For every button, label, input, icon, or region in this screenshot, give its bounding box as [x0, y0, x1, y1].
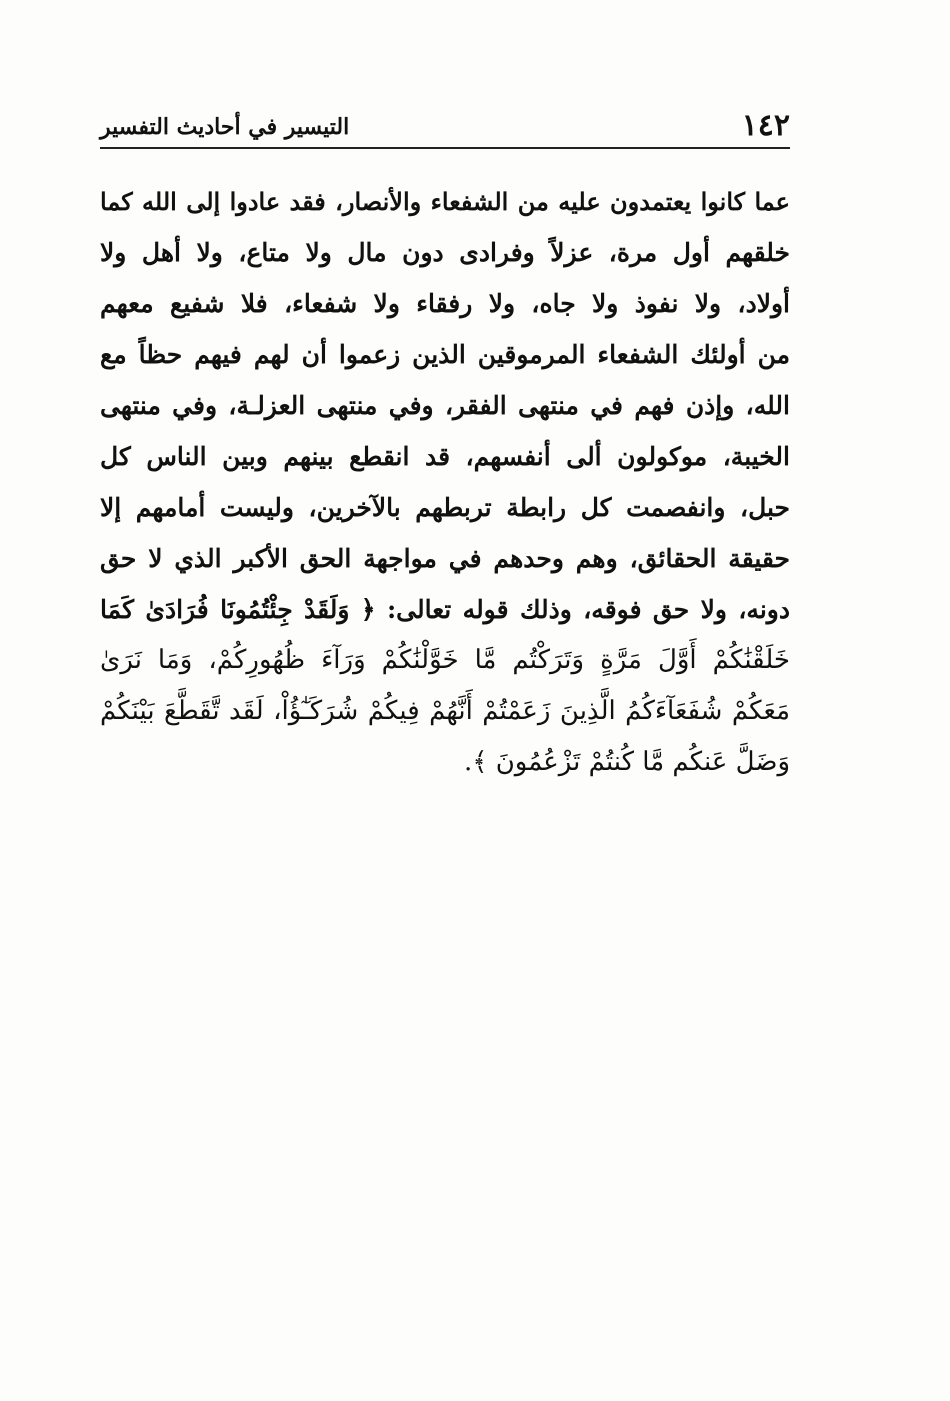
text-line: دونه، ولا حق فوقه، وذلك قوله تعالى: ﴿ وَلَقَدْ جِئْتُمُونَا فُرَادَىٰ كَمَا [100, 595, 790, 624]
running-title: التيسير في أحاديث التفسير [100, 114, 350, 140]
text-line: أولاد، ولا نفوذ ولا جاه، ولا رفقاء ولا شفعاء، فلا شفيع معهم [100, 289, 790, 318]
text-line: حبل، وانفصمت كل رابطة تربطهم بالآخرين، وليست أمامهم إلا [100, 493, 790, 522]
quran-verse-line: خَلَقْنَٰكُمْ أَوَّلَ مَرَّةٍ وَتَرَكْتُم مَّا خَوَّلْنَٰكُمْ وَرَآءَ ظُهُورِكُمْ، وَمَا نَرَىٰ [100, 645, 790, 675]
quran-verse-line: مَعَكُمْ شُفَعَآءَكُمُ الَّذِينَ زَعَمْتُمْ أَنَّهُمْ فِيكُمْ شُرَكَـٰٓؤُاْ، لَقَد تَّقَطَّعَ بَيْنَكُمْ [100, 696, 790, 726]
text-line: خلقهم أول مرة، عزلاً وفرادى دون مال ولا متاع، ولا أهل ولا [100, 238, 790, 267]
text-line: عما كانوا يعتمدون عليه من الشفعاء والأنصار، فقد عادوا إلى الله كما [100, 187, 790, 216]
page-number: ١٤٢ [741, 108, 790, 143]
text-line: الخيبة، موكولون ألى أنفسهم، قد انقطع بينهم وبين الناس كل [100, 442, 790, 471]
body-text [100, 176, 790, 788]
text-line: من أولئك الشفعاء المرموقين الذين زعموا أن لهم فيهم حظاً مع [100, 340, 790, 369]
text-line: الله، وإذن فهم في منتهى الفقر، وفي منتهى العزلـة، وفي منتهى [100, 391, 790, 420]
text-line: حقيقة الحقائق، وهم وحدهم في مواجهة الحق الأكبر الذي لا حق [100, 544, 790, 573]
quran-verse-line: وَضَلَّ عَنكُم مَّا كُنتُمْ تَزْعُمُونَ ﴾. [463, 747, 790, 777]
page-header [100, 108, 790, 144]
header-divider [100, 147, 790, 149]
